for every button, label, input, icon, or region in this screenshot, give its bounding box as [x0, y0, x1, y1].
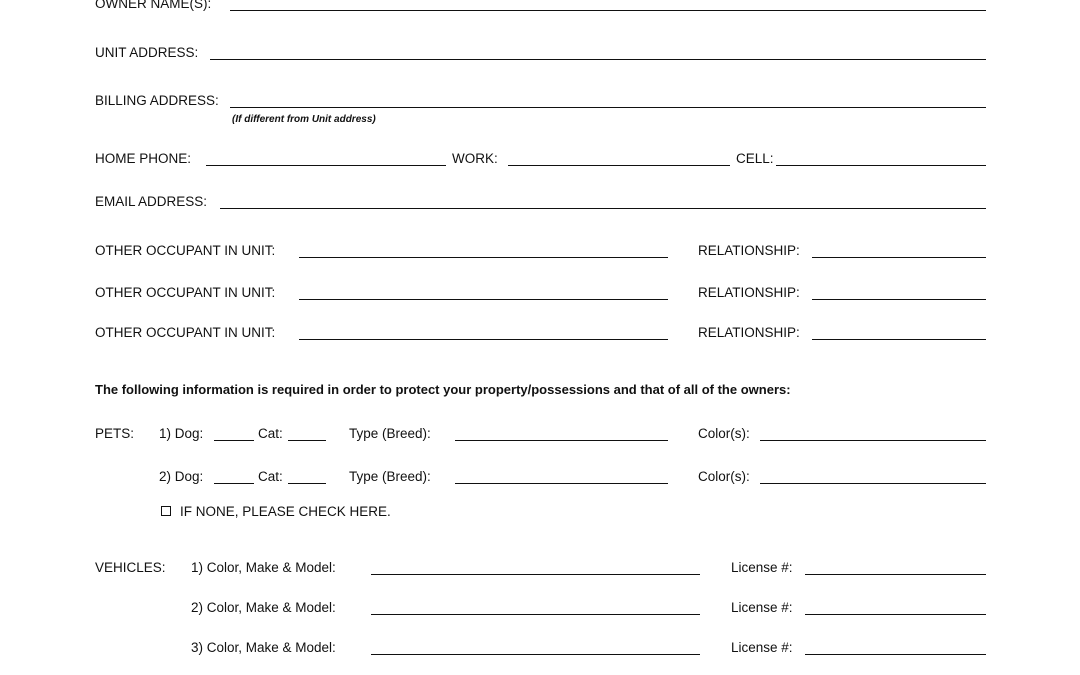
- vehicle-license-field-3[interactable]: [805, 654, 986, 655]
- pet-color-label: Color(s):: [698, 426, 750, 441]
- unit-address-field[interactable]: [210, 59, 986, 60]
- unit-address-label: UNIT ADDRESS:: [95, 45, 199, 60]
- home-phone-label: HOME PHONE:: [95, 151, 192, 166]
- vehicle-model-field-2[interactable]: [371, 614, 700, 615]
- info-required-notice: The following information is required in order to protect your property/possessions and that of all of the owners:: [95, 382, 791, 397]
- vehicle-model-label: 1) Color, Make & Model:: [191, 560, 336, 575]
- vehicle-license-label: License #:: [731, 560, 793, 575]
- pet-type-label: Type (Breed):: [349, 426, 431, 441]
- vehicles-label: VEHICLES:: [95, 560, 166, 575]
- pet-color-field-2[interactable]: [760, 483, 986, 484]
- work-phone-label: WORK:: [452, 151, 498, 166]
- billing-address-field[interactable]: [230, 107, 986, 108]
- relationship-label: RELATIONSHIP:: [698, 285, 800, 300]
- relationship-label: RELATIONSHIP:: [698, 243, 800, 258]
- home-phone-field[interactable]: [206, 165, 446, 166]
- no-pets-checkbox[interactable]: [161, 506, 171, 516]
- pet-type-field-1[interactable]: [455, 440, 668, 441]
- pet-type-label: Type (Breed):: [349, 469, 431, 484]
- pet-dog-label: 1) Dog:: [159, 426, 204, 441]
- occupant-field-1[interactable]: [299, 257, 668, 258]
- relationship-field-1[interactable]: [812, 257, 986, 258]
- vehicle-license-label: License #:: [731, 640, 793, 655]
- cell-phone-label: CELL:: [736, 151, 774, 166]
- vehicle-model-field-1[interactable]: [371, 574, 700, 575]
- relationship-field-3[interactable]: [812, 339, 986, 340]
- vehicle-model-field-3[interactable]: [371, 654, 700, 655]
- email-label: EMAIL ADDRESS:: [95, 194, 208, 209]
- pet-cat-label: Cat:: [258, 426, 283, 441]
- pets-label: PETS:: [95, 426, 135, 441]
- pet-cat-label: Cat:: [258, 469, 283, 484]
- vehicle-license-label: License #:: [731, 600, 793, 615]
- pet-color-label: Color(s):: [698, 469, 750, 484]
- pet-cat-field-2[interactable]: [288, 483, 326, 484]
- pet-color-field-1[interactable]: [760, 440, 986, 441]
- relationship-label: RELATIONSHIP:: [698, 325, 800, 340]
- pet-dog-field-2[interactable]: [214, 483, 254, 484]
- vehicle-model-label: 3) Color, Make & Model:: [191, 640, 336, 655]
- email-field[interactable]: [220, 208, 986, 209]
- occupant-label: OTHER OCCUPANT IN UNIT:: [95, 243, 276, 258]
- vehicle-license-field-2[interactable]: [805, 614, 986, 615]
- cell-phone-field[interactable]: [776, 165, 986, 166]
- work-phone-field[interactable]: [508, 165, 730, 166]
- pet-dog-field-1[interactable]: [214, 440, 254, 441]
- owner-names-label: OWNER NAME(S):: [95, 0, 212, 11]
- occupant-field-2[interactable]: [299, 299, 668, 300]
- occupant-label: OTHER OCCUPANT IN UNIT:: [95, 285, 276, 300]
- no-pets-label: IF NONE, PLEASE CHECK HERE.: [180, 504, 391, 519]
- occupant-label: OTHER OCCUPANT IN UNIT:: [95, 325, 276, 340]
- billing-address-label: BILLING ADDRESS:: [95, 93, 219, 108]
- billing-address-note: (If different from Unit address): [232, 114, 376, 125]
- occupant-field-3[interactable]: [299, 339, 668, 340]
- pet-dog-label: 2) Dog:: [159, 469, 204, 484]
- pet-cat-field-1[interactable]: [288, 440, 326, 441]
- relationship-field-2[interactable]: [812, 299, 986, 300]
- vehicle-license-field-1[interactable]: [805, 574, 986, 575]
- pet-type-field-2[interactable]: [455, 483, 668, 484]
- vehicle-model-label: 2) Color, Make & Model:: [191, 600, 336, 615]
- owner-names-field[interactable]: [230, 10, 986, 11]
